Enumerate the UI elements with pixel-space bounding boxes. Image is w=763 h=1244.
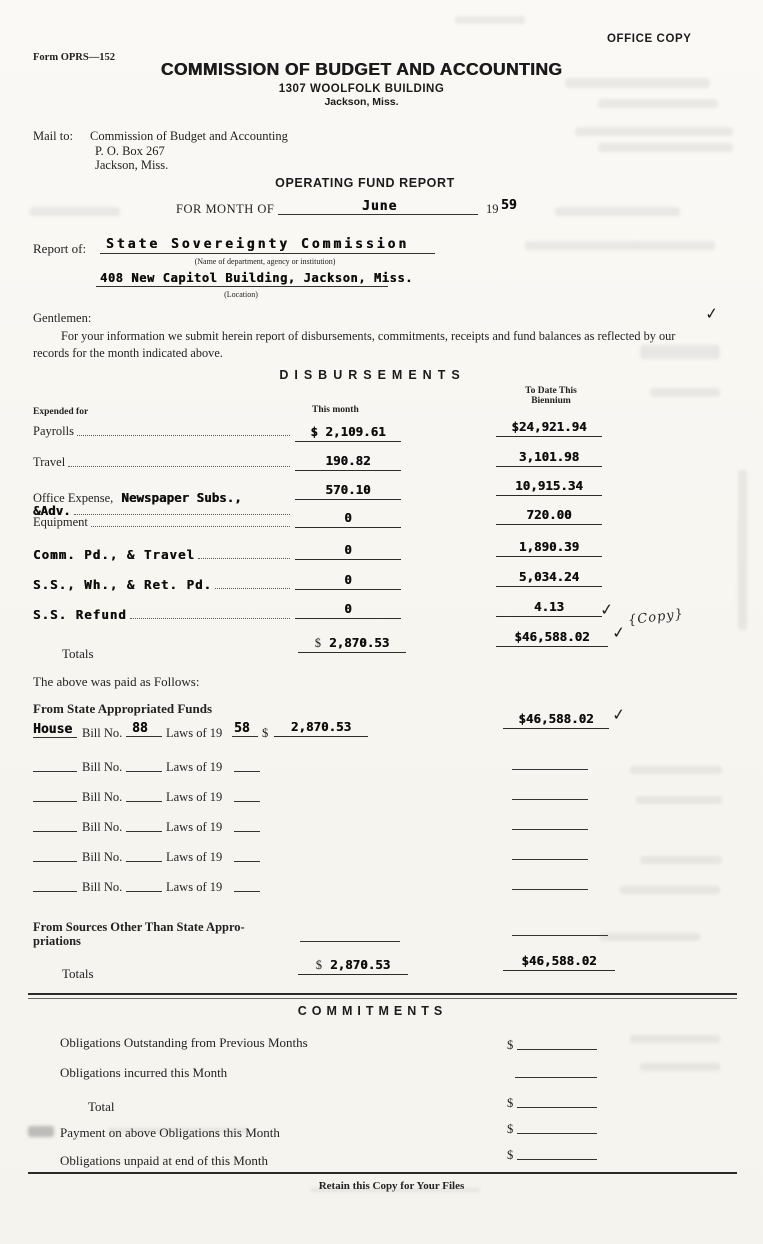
paid-totals-this-month-value: 2,870.53 bbox=[330, 957, 391, 972]
laws-of-label: Laws of 19 bbox=[166, 850, 223, 864]
blank-underline bbox=[33, 788, 77, 802]
dotted-leader bbox=[198, 558, 290, 559]
bill-no-label: Bill No. bbox=[82, 760, 123, 774]
for-month-label: FOR MONTH OF bbox=[176, 202, 275, 216]
mail-to-line-2: P. O. Box 267 bbox=[95, 144, 165, 158]
totals-this-month bbox=[298, 635, 406, 653]
bill-source-underline bbox=[33, 724, 77, 738]
amount-this-month: 190.82 bbox=[295, 453, 401, 471]
blank-underline bbox=[515, 1064, 597, 1078]
column-header-to-date-1: To Date This bbox=[525, 386, 577, 396]
footer-note: Retain this Copy for Your Files bbox=[318, 1180, 465, 1192]
handwritten-checkmark: ✓ bbox=[704, 303, 720, 324]
currency-sign: $ bbox=[507, 1122, 514, 1136]
blank-underline bbox=[517, 1120, 597, 1134]
paid-as-follows-intro: The above was paid as Follows: bbox=[33, 674, 200, 689]
scan-artifact bbox=[598, 143, 733, 152]
bill-source-value: House bbox=[33, 722, 73, 737]
blank-underline bbox=[512, 846, 588, 860]
currency-sign: $ bbox=[315, 958, 322, 972]
scan-artifact bbox=[555, 207, 680, 216]
other-sources-label-1: From Sources Other Than State Appro- bbox=[33, 920, 245, 934]
amount-this-month: 0 bbox=[295, 601, 401, 619]
scan-artifact bbox=[525, 241, 715, 250]
handwritten-checkmark: ✓ bbox=[611, 622, 627, 643]
dotted-leader bbox=[130, 618, 290, 619]
commitment-row-label: Obligations unpaid at end of this Month bbox=[60, 1153, 268, 1168]
amount-to-date: 10,915.34 bbox=[496, 478, 602, 496]
location-value: 408 New Capitol Building, Jackson, Miss. bbox=[100, 271, 413, 285]
bill-to-date-amount: $46,588.02 bbox=[503, 711, 609, 729]
location-caption: (Location) bbox=[224, 290, 258, 299]
mail-to-label: Mail to: bbox=[33, 129, 73, 143]
disbursement-row-travel bbox=[33, 455, 293, 470]
letterhead-title: COMMISSION OF BUDGET AND ACCOUNTING bbox=[160, 59, 563, 79]
blank-underline bbox=[517, 1036, 597, 1050]
blank-underline bbox=[126, 848, 162, 862]
column-header-to-date-2: Biennium bbox=[531, 396, 571, 406]
scan-artifact bbox=[28, 1126, 54, 1137]
department-caption: (Name of department, agency or institution) bbox=[194, 257, 336, 266]
scan-artifact bbox=[630, 1035, 720, 1043]
amount-to-date: 5,034.24 bbox=[496, 569, 602, 587]
blank-underline bbox=[33, 818, 77, 832]
salutation: Gentlemen: bbox=[33, 311, 92, 325]
location-underline bbox=[96, 273, 388, 287]
scan-artifact bbox=[575, 127, 733, 136]
bill-no-value: 88 bbox=[132, 721, 148, 736]
scan-artifact bbox=[650, 388, 720, 397]
blank-underline bbox=[517, 1146, 597, 1160]
column-header-this-month: This month bbox=[312, 405, 359, 415]
year-value: 59 bbox=[501, 198, 517, 213]
blank-underline bbox=[33, 758, 77, 772]
amount-this-month: 0 bbox=[295, 572, 401, 590]
blank-underline bbox=[234, 818, 260, 832]
bill-no-label: Bill No. bbox=[82, 820, 123, 834]
amount-this-month: 0 bbox=[295, 510, 401, 528]
row-label: Payrolls bbox=[33, 424, 74, 438]
laws-of-label: Laws of 19 bbox=[166, 820, 223, 834]
report-of-label: Report of: bbox=[33, 241, 87, 256]
blank-underline bbox=[512, 876, 588, 890]
commitment-row-label: Obligations incurred this Month bbox=[60, 1065, 228, 1080]
blank-underline bbox=[33, 848, 77, 862]
amount-to-date: 1,890.39 bbox=[496, 539, 602, 557]
letterhead-address-1: 1307 WOOLFOLK BUILDING bbox=[278, 83, 445, 95]
blank-underline bbox=[517, 1094, 597, 1108]
blank-underline bbox=[512, 756, 588, 770]
blank-underline bbox=[126, 878, 162, 892]
blank-underline bbox=[126, 788, 162, 802]
scan-artifact bbox=[455, 16, 525, 24]
year-prefix: 19 bbox=[486, 202, 499, 216]
letterhead-address-2: Jackson, Miss. bbox=[324, 96, 399, 108]
department-name: State Sovereignty Commission bbox=[106, 237, 410, 252]
dotted-leader bbox=[215, 588, 290, 589]
bottom-rule bbox=[28, 1172, 737, 1174]
department-underline bbox=[100, 240, 435, 254]
mail-to-line-1: Commission of Budget and Accounting bbox=[90, 129, 288, 143]
dotted-leader bbox=[68, 466, 290, 467]
row-label: Office Expense, bbox=[33, 491, 114, 505]
row-typed-label: Newspaper Subs., bbox=[121, 490, 242, 505]
disbursement-row-payrolls bbox=[33, 424, 293, 439]
amount-to-date: 4.13 bbox=[496, 599, 602, 617]
scan-artifact bbox=[636, 796, 722, 804]
amount-this-month: 0 bbox=[295, 542, 401, 560]
dotted-leader bbox=[91, 526, 290, 527]
disbursement-row-ss-refund bbox=[33, 607, 293, 622]
row-typed-label: S.S., Wh., & Ret. Pd. bbox=[33, 577, 213, 592]
mail-to-line-3: Jackson, Miss. bbox=[95, 158, 169, 172]
handwritten-copy-note: {Copy} bbox=[627, 606, 685, 629]
currency-sign: $ bbox=[262, 726, 269, 740]
amount-this-month: $ 2,109.61 bbox=[295, 424, 401, 442]
blank-underline bbox=[33, 878, 77, 892]
currency-sign: $ bbox=[314, 636, 321, 650]
currency-sign: $ bbox=[507, 1148, 514, 1162]
laws-of-label: Laws of 19 bbox=[166, 726, 223, 740]
office-copy-label: OFFICE COPY bbox=[607, 33, 692, 45]
disbursement-row-equipment bbox=[33, 515, 293, 530]
disbursement-row-comm-pd-travel bbox=[33, 547, 293, 562]
paid-totals-this-month bbox=[298, 957, 408, 975]
currency-sign: $ bbox=[507, 1096, 514, 1110]
commitments-section-title: COMMITMENTS bbox=[297, 1004, 448, 1018]
section-divider-line-2 bbox=[28, 998, 737, 999]
report-body-text: For your information we submit herein report of disbursements, commitments, receipts and fund balances as reflected by our records for the month indicated above. bbox=[33, 329, 676, 360]
scan-artifact bbox=[600, 933, 700, 941]
disbursements-totals-label: Totals bbox=[62, 646, 94, 661]
row-label: Travel bbox=[33, 455, 66, 469]
bill-no-label: Bill No. bbox=[82, 726, 123, 740]
column-header-expended-for: Expended for bbox=[33, 407, 89, 417]
blank-underline bbox=[512, 922, 608, 936]
state-funds-heading: From State Appropriated Funds bbox=[33, 701, 213, 716]
bill-no-label: Bill No. bbox=[82, 790, 123, 804]
other-sources-label-2: priations bbox=[33, 934, 81, 948]
blank-underline bbox=[126, 818, 162, 832]
blank-underline bbox=[234, 848, 260, 862]
report-title: OPERATING FUND REPORT bbox=[275, 176, 455, 190]
row-typed-label: S.S. Refund bbox=[33, 607, 127, 622]
blank-underline bbox=[234, 758, 260, 772]
totals-this-month-value: 2,870.53 bbox=[329, 635, 390, 650]
form-number: Form OPRS—152 bbox=[33, 52, 115, 63]
paid-totals-label: Totals bbox=[62, 966, 94, 981]
paid-totals-to-date: $46,588.02 bbox=[503, 953, 615, 971]
scan-artifact bbox=[30, 207, 120, 216]
totals-to-date: $46,588.02 bbox=[496, 629, 608, 647]
bill-no-label: Bill No. bbox=[82, 850, 123, 864]
row-typed-label: Comm. Pd., & Travel bbox=[33, 547, 195, 562]
dotted-leader bbox=[77, 435, 290, 436]
laws-of-label: Laws of 19 bbox=[166, 880, 223, 894]
disbursement-row-ss-wh-ret bbox=[33, 577, 293, 592]
laws-of-label: Laws of 19 bbox=[166, 760, 223, 774]
month-value: June bbox=[362, 199, 398, 214]
currency-sign: $ bbox=[507, 1038, 514, 1052]
blank-underline bbox=[234, 878, 260, 892]
blank-underline bbox=[512, 786, 588, 800]
blank-underline bbox=[126, 758, 162, 772]
handwritten-checkmark: ✓ bbox=[611, 704, 627, 725]
amount-to-date: 720.00 bbox=[496, 507, 602, 525]
section-divider-line bbox=[28, 993, 737, 995]
bill-this-month-amount: 2,870.53 bbox=[274, 719, 368, 737]
disbursements-section-title: DISBURSEMENTS bbox=[279, 368, 466, 382]
commitment-row-label: Payment on above Obligations this Month bbox=[60, 1125, 280, 1140]
blank-underline bbox=[512, 816, 588, 830]
laws-year-value: 58 bbox=[234, 721, 250, 736]
bill-no-label: Bill No. bbox=[82, 880, 123, 894]
amount-to-date: 3,101.98 bbox=[496, 449, 602, 467]
scan-artifact bbox=[630, 766, 722, 774]
bill-no-underline bbox=[126, 723, 162, 737]
commitment-row-label: Total bbox=[88, 1099, 115, 1114]
amount-this-month: 570.10 bbox=[295, 482, 401, 500]
scan-artifact bbox=[640, 856, 722, 864]
scan-artifact bbox=[738, 470, 747, 630]
scan-artifact bbox=[640, 1063, 720, 1071]
commitment-row-label: Obligations Outstanding from Previous Months bbox=[60, 1035, 308, 1050]
laws-year-underline bbox=[232, 723, 258, 737]
blank-underline bbox=[234, 788, 260, 802]
scan-artifact bbox=[620, 886, 720, 894]
row-label: Equipment bbox=[33, 515, 88, 529]
amount-to-date: $24,921.94 bbox=[496, 419, 602, 437]
row-typed-label-2: &Adv. bbox=[33, 503, 71, 518]
handwritten-checkmark: ✓ bbox=[599, 599, 615, 620]
laws-of-label: Laws of 19 bbox=[166, 790, 223, 804]
blank-underline bbox=[300, 928, 400, 942]
